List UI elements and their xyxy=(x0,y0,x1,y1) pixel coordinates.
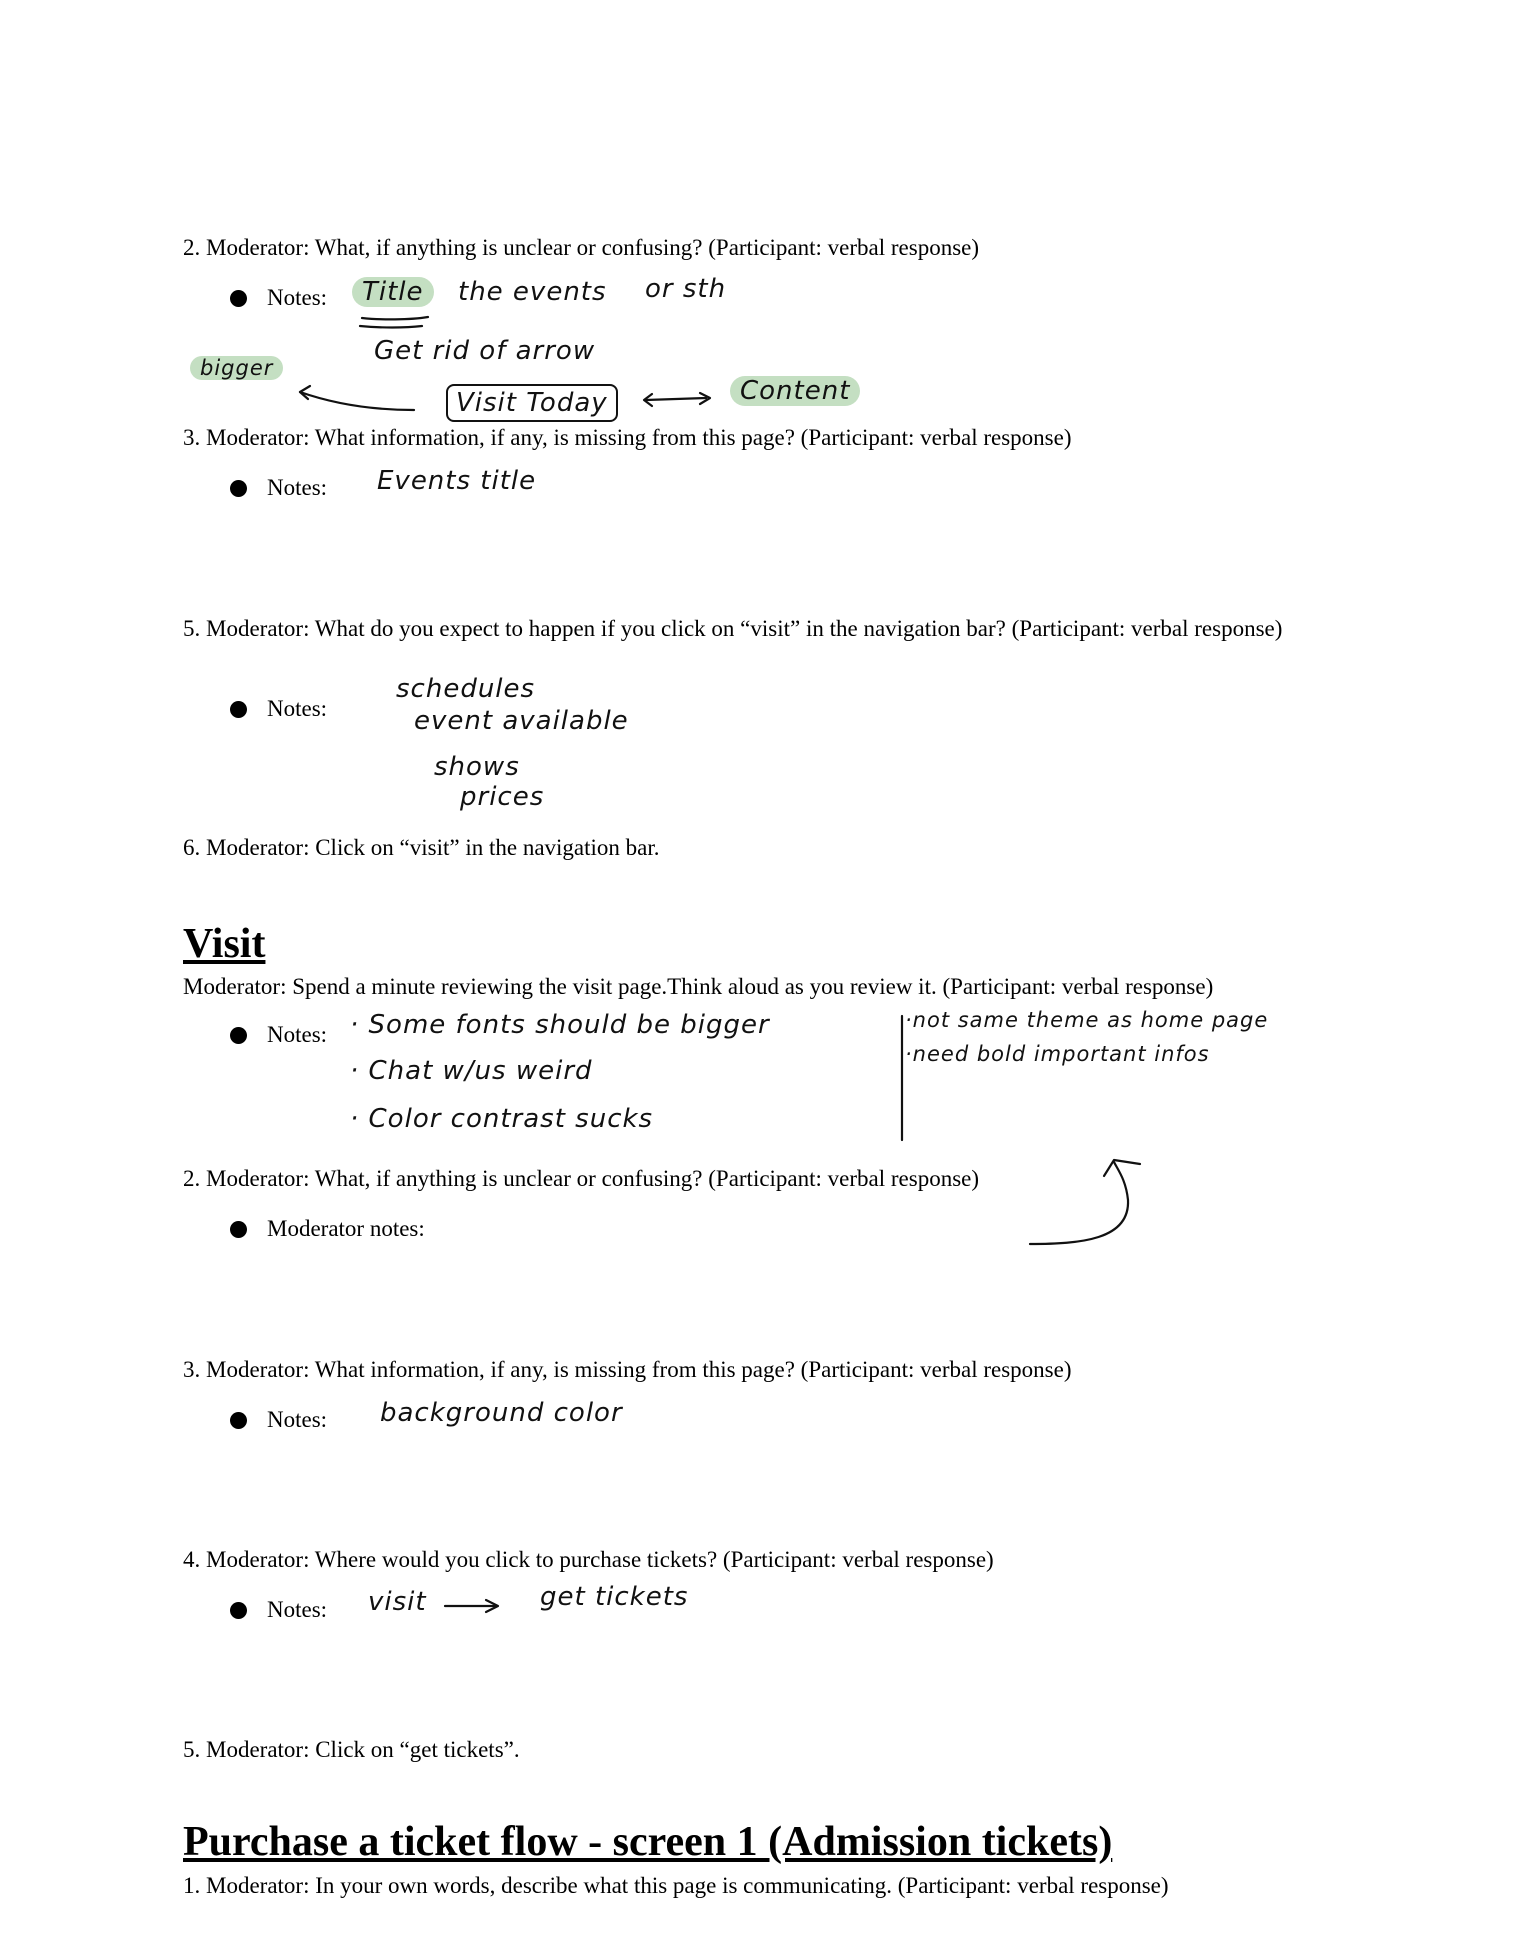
question-5-expect: 5. Moderator: What do you expect to happen if you click on “visit” in the navigation bar? (Participant: verbal response) xyxy=(183,616,1283,641)
section-heading-purchase: Purchase a ticket flow - screen 1 (Admission tickets) xyxy=(183,1819,1113,1865)
question-2-unclear: 2. Moderator: What, if anything is unclear or confusing? (Participant: verbal response) xyxy=(183,1166,980,1191)
handwritten-note: get tickets xyxy=(540,1582,689,1612)
handwritten-visit-today-box: Visit Today xyxy=(446,384,618,422)
arrow-to-bigger xyxy=(300,392,414,410)
handwritten-note: · Chat w/us weird xyxy=(350,1056,593,1086)
notes-label: Notes: xyxy=(267,1597,328,1622)
handwritten-note: or sth xyxy=(645,274,727,304)
question-5-click-get-tickets: 5. Moderator: Click on “get tickets”. xyxy=(183,1737,520,1762)
moderator-notes-label: Moderator notes: xyxy=(267,1216,425,1241)
handwritten-note: · Some fonts should be bigger xyxy=(350,1010,770,1040)
question-1-describe: 1. Moderator: In your own words, describe what this page is communicating. (Participant: verbal response) xyxy=(183,1873,1169,1898)
handwritten-note: background color xyxy=(380,1398,623,1428)
question-2-unclear: 2. Moderator: What, if anything is unclear or confusing? (Participant: verbal response) xyxy=(183,235,980,260)
handwritten-note: event available xyxy=(414,706,629,736)
handwritten-note: schedules xyxy=(396,674,536,704)
notes-label: Notes: xyxy=(267,1407,328,1432)
handwritten-note: Events title xyxy=(377,466,537,496)
handwritten-note: ·not same theme as home page xyxy=(905,1008,1269,1032)
handwritten-bigger-highlight: bigger xyxy=(190,356,283,380)
notes-label: Notes: xyxy=(267,285,328,310)
visit-intro: Moderator: Spend a minute reviewing the visit page.Think aloud as you review it. (Participant: verbal response) xyxy=(183,974,1214,999)
arrow-head xyxy=(1104,1160,1140,1176)
double-arrow-stroke xyxy=(646,398,706,400)
handwritten-note: · Color contrast sucks xyxy=(350,1104,654,1134)
handwritten-content-highlight: Content xyxy=(730,376,860,406)
handwritten-note: ·need bold important infos xyxy=(905,1042,1210,1066)
question-3-missing: 3. Moderator: What information, if any, is missing from this page? (Participant: verbal response) xyxy=(183,1357,1072,1382)
curved-arrow-stroke xyxy=(1030,1162,1128,1244)
notes-label: Notes: xyxy=(267,696,328,721)
handwritten-note: the events xyxy=(458,277,607,307)
arrow-head xyxy=(300,386,310,399)
handwritten-note: shows xyxy=(434,752,520,782)
section-heading-visit: Visit xyxy=(183,921,266,967)
question-4-purchase: 4. Moderator: Where would you click to purchase tickets? (Participant: verbal response) xyxy=(183,1547,994,1572)
handwritten-note: Get rid of arrow xyxy=(374,336,596,366)
question-6-click-visit: 6. Moderator: Click on “visit” in the navigation bar. xyxy=(183,835,660,860)
handwritten-title-highlight: Title xyxy=(352,277,434,307)
handwritten-note: prices xyxy=(460,782,545,812)
underline-stroke xyxy=(362,317,428,319)
underline-stroke xyxy=(360,326,422,328)
handwritten-note: visit xyxy=(368,1587,427,1617)
notes-label: Notes: xyxy=(267,1022,328,1047)
notes-label: Notes: xyxy=(267,475,328,500)
question-3-missing: 3. Moderator: What information, if any, is missing from this page? (Participant: verbal response) xyxy=(183,425,1072,450)
